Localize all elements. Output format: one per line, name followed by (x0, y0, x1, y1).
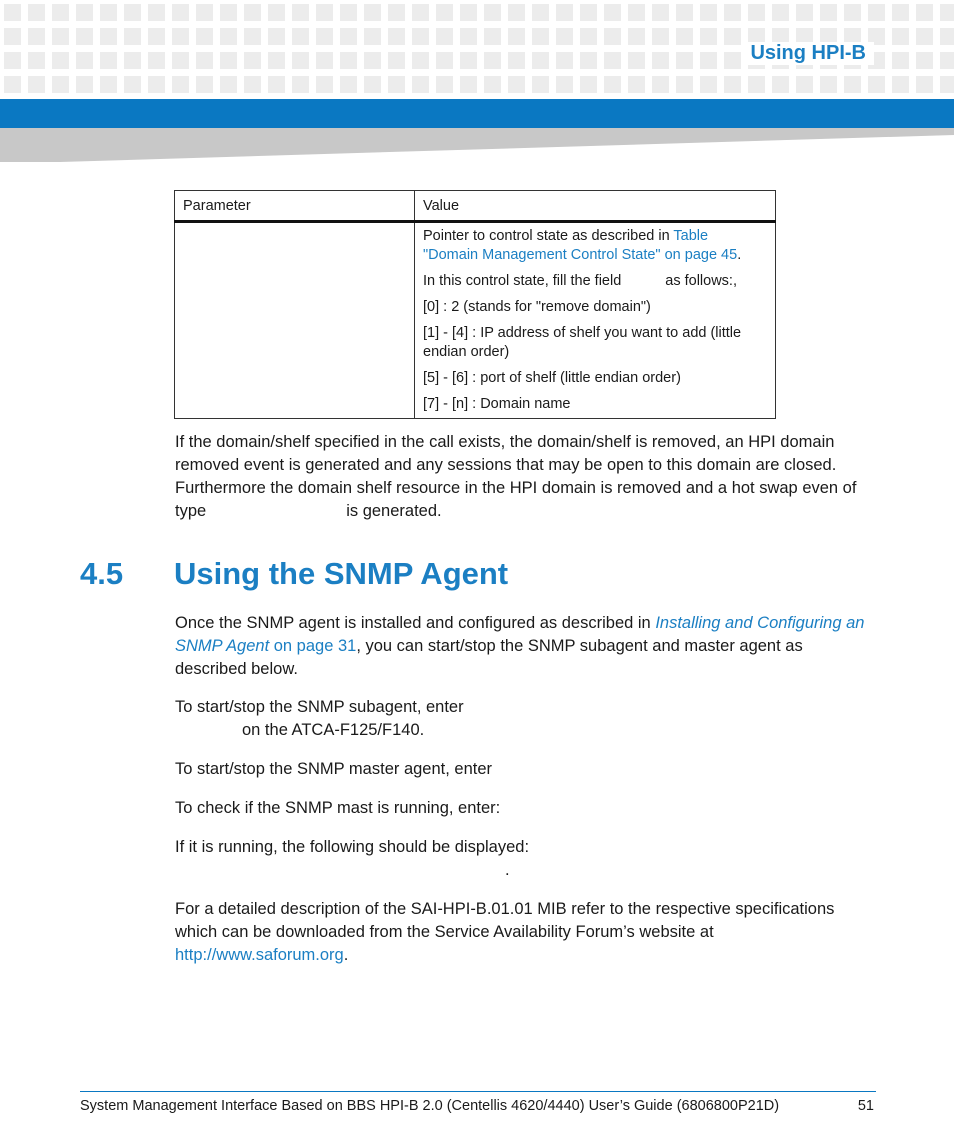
link-saforum[interactable]: http://www.saforum.org (175, 946, 344, 964)
link-installing-snmp-agent[interactable]: Installing and Configuring an SNMP Agent (175, 614, 865, 655)
paragraph-master-agent: To start/stop the SNMP master agent, enter (175, 760, 493, 778)
value-fill-b: as follows:, (665, 273, 737, 289)
paragraph-mib-b: . (343, 946, 349, 964)
page-number: 51 (857, 1098, 874, 1114)
paragraph-snmp-intro-a: Once the SNMP agent is installed and configured as described in (175, 614, 656, 632)
paragraph-domain-removed-b: is generated. (346, 502, 442, 520)
value-fill-line (423, 272, 767, 291)
value-line-7-n: [7] - [n] : Domain name (423, 396, 571, 412)
paragraph-dot: . (505, 861, 510, 879)
table-cell-value (415, 222, 776, 419)
table-header-value: Value (415, 191, 776, 222)
paragraph-mib-a: For a detailed description of the SAI-HPI-B.01.01 MIB refer to the respective specifications which can be downloaded from the Service Availability Forum’s website at (175, 900, 835, 941)
paragraph-subagent-a: To start/stop the SNMP subagent, enter (175, 698, 464, 716)
parameter-table (174, 190, 776, 419)
paragraph-domain-removed-a: If the domain/shelf specified in the call exists, the domain/shelf is removed, an HPI domain removed event is generated and any sessions that may be open to this domain are closed. Furthermore the domain shelf resource in the HPI domain is removed and a hot swap even of type (175, 433, 857, 520)
footer-title: System Management Interface Based on BBS HPI-B 2.0 (Centellis 4620/4440) User’s Guide (6806800P21D) (80, 1098, 780, 1114)
section-heading (80, 556, 508, 592)
section-label: Using HPI-B (742, 42, 874, 65)
footer-rule (80, 1091, 876, 1092)
value-control-line (423, 227, 767, 265)
paragraph-mib (175, 898, 875, 967)
value-fill-a: In this control state, fill the field (423, 273, 622, 289)
link-installing-snmp-agent-page[interactable]: on page 31 (269, 637, 357, 655)
header-blue-bar (0, 99, 954, 128)
paragraph-subagent (175, 696, 875, 742)
value-line-0: [0] : 2 (stands for "remove domain") (423, 299, 651, 315)
paragraph-snmp-intro (175, 612, 875, 681)
paragraph-check-running: To check if the SNMP mast is running, enter: (175, 799, 501, 817)
table-header-row (175, 191, 776, 222)
value-line-1-4: [1] - [4] : IP address of shelf you want to add (little endian order) (423, 325, 742, 360)
paragraph-snmp-intro-b: , you can start/stop the SNMP subagent and master agent as described below. (175, 637, 803, 678)
paragraph-subagent-b: on the ATCA-F125/F140. (242, 721, 425, 739)
paragraph-domain-removed (175, 431, 875, 523)
table-cell-parameter (175, 222, 415, 419)
table-link-domain-control-state[interactable]: Table "Domain Management Control State" on page 45 (423, 228, 738, 263)
table-row (175, 222, 776, 419)
value-line-5-6: [5] - [6] : port of shelf (little endian order) (423, 370, 681, 386)
section-number: 4.5 (80, 556, 124, 591)
header-gray-wedge (0, 128, 954, 164)
section-title: Using the SNMP Agent (174, 556, 509, 591)
value-control-prefix: Pointer to control state as described in (423, 228, 674, 244)
value-control-suffix: . (737, 247, 742, 263)
paragraph-running-output: If it is running, the following should be displayed: (175, 838, 530, 856)
table-header-parameter: Parameter (175, 191, 415, 222)
